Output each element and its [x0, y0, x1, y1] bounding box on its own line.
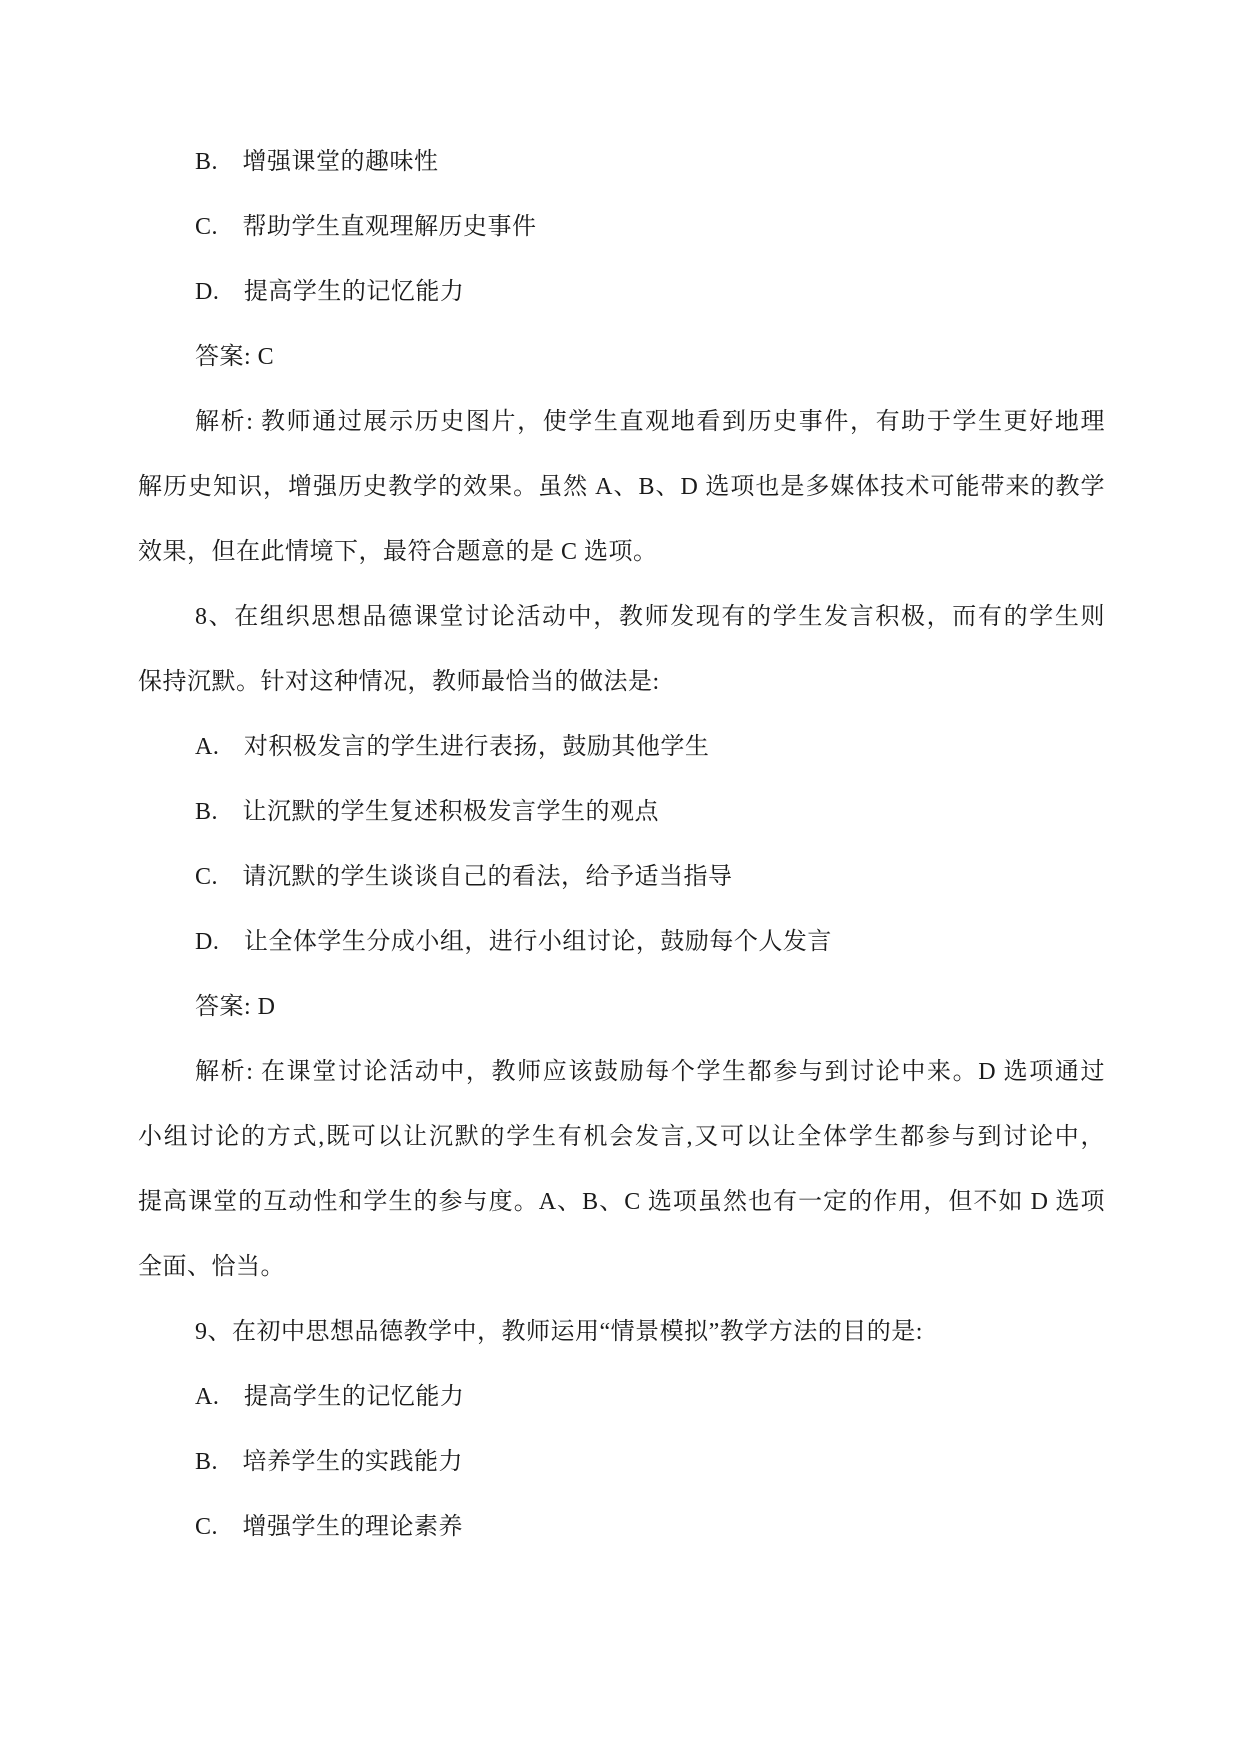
document-page: [138, 130, 1105, 1560]
analysis-7-line-2: 解历史知识，增强历史教学的效果。虽然 A、B、D 选项也是多媒体技术可能带来的教学: [138, 474, 1105, 500]
question-8-line-2: 保持沉默。针对这种情况，教师最恰当的做法是:: [138, 669, 660, 695]
analysis-8-line-4: 全面、恰当。: [138, 1254, 285, 1280]
answer-7: 答案: C: [195, 344, 275, 370]
option-7-c: C. 帮助学生直观理解历史事件: [195, 214, 537, 240]
option-7-b: B. 增强课堂的趣味性: [195, 149, 439, 175]
option-8-b: B. 让沉默的学生复述积极发言学生的观点: [195, 799, 660, 825]
option-8-d: D. 让全体学生分成小组，进行小组讨论，鼓励每个人发言: [195, 929, 832, 955]
analysis-7-line-3: 效果，但在此情境下，最符合题意的是 C 选项。: [138, 539, 658, 565]
option-9-b: B. 培养学生的实践能力: [195, 1449, 464, 1475]
analysis-7-line-1: 解析: 教师通过展示历史图片，使学生直观地看到历史事件，有助于学生更好地理: [195, 409, 1105, 435]
option-8-c: C. 请沉默的学生谈谈自己的看法，给予适当指导: [195, 864, 733, 890]
answer-8: 答案: D: [195, 994, 276, 1020]
option-9-c: C. 增强学生的理论素养: [195, 1514, 464, 1540]
option-9-a: A. 提高学生的记忆能力: [195, 1384, 465, 1410]
option-8-a: A. 对积极发言的学生进行表扬，鼓励其他学生: [195, 734, 710, 760]
question-9: 9、在初中思想品德教学中，教师运用“情景模拟”教学方法的目的是:: [195, 1319, 923, 1345]
option-7-d: D. 提高学生的记忆能力: [195, 279, 465, 305]
analysis-8-line-2: 小组讨论的方式,既可以让沉默的学生有机会发言,又可以让全体学生都参与到讨论中，: [138, 1124, 1105, 1150]
analysis-8-line-1: 解析: 在课堂讨论活动中，教师应该鼓励每个学生都参与到讨论中来。D 选项通过: [195, 1059, 1105, 1085]
analysis-8-line-3: 提高课堂的互动性和学生的参与度。A、B、C 选项虽然也有一定的作用，但不如 D 选项: [138, 1189, 1105, 1215]
question-8-line-1: 8、在组织思想品德课堂讨论活动中，教师发现有的学生发言积极，而有的学生则: [195, 604, 1105, 630]
